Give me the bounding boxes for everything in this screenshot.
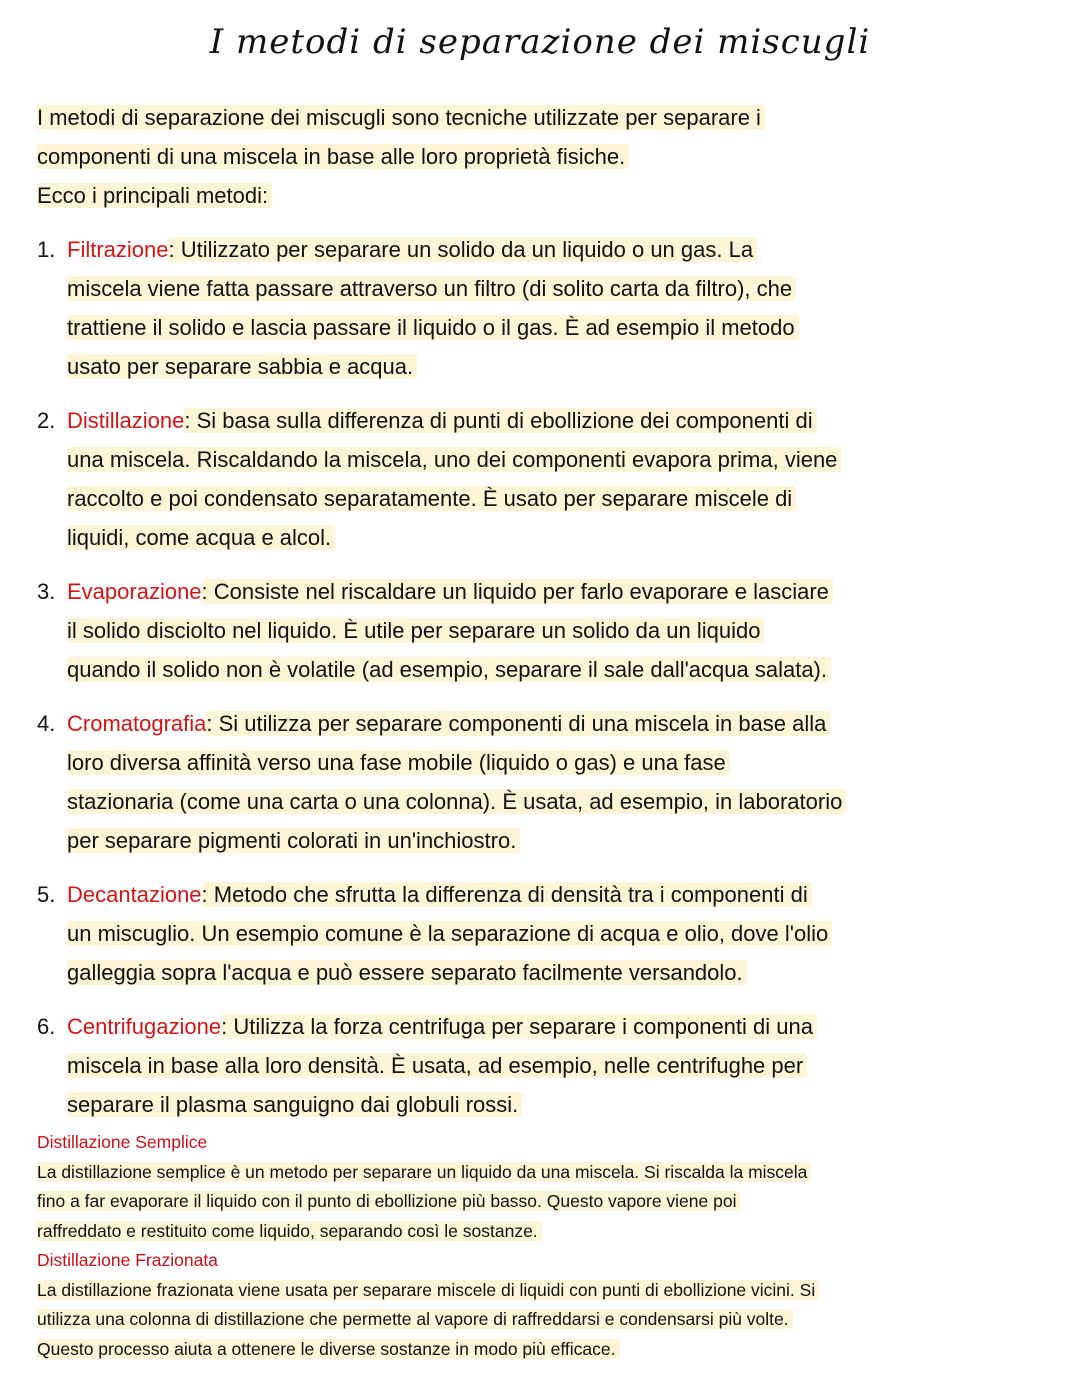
item-line: [37, 611, 1067, 650]
list-item: [37, 572, 1067, 689]
item-text: loro diversa affinità verso una fase mobile (liquido o gas) e una fase: [67, 750, 730, 775]
item-line: [37, 308, 1067, 347]
item-text: un miscuglio. Un esempio comune è la separazione di acqua e olio, dove l'olio: [67, 921, 832, 946]
item-term: Filtrazione: [67, 237, 169, 262]
item-term: Evaporazione: [67, 579, 202, 604]
item-text: il solido disciolto nel liquido. È utile per separare un solido da un liquido: [67, 618, 764, 643]
item-text: : Metodo che sfrutta la differenza di densità tra i componenti di: [202, 882, 812, 907]
item-text: usato per separare sabbia e acqua.: [67, 354, 417, 379]
item-text: : Utilizza la forza centrifuga per separare i componenti di una: [221, 1014, 817, 1039]
item-line: [37, 572, 1067, 611]
item-line: [37, 401, 1067, 440]
item-line: [37, 1007, 1067, 1046]
intro-text: I metodi di separazione dei miscugli sono tecniche utilizzate per separare i: [37, 105, 765, 130]
item-text: : Si basa sulla differenza di punti di ebollizione dei componenti di: [184, 408, 816, 433]
intro-line: [37, 137, 1067, 176]
item-text: raccolto e poi condensato separatamente. È usato per separare miscele di: [67, 486, 796, 511]
item-line: [37, 650, 1067, 689]
item-line: [37, 440, 1067, 479]
item-line: [37, 782, 1067, 821]
section-heading: Distillazione Semplice: [37, 1132, 208, 1152]
item-line: [37, 875, 1067, 914]
intro-paragraph: [37, 98, 1067, 215]
section-line: [37, 1276, 1067, 1306]
item-line: [37, 1046, 1067, 1085]
list-item: [37, 875, 1067, 992]
section-text: La distillazione frazionata viene usata per separare miscele di liquidi con punti di ebollizione vicini. Si: [37, 1280, 819, 1300]
item-line: [37, 821, 1067, 860]
intro-line: [37, 176, 1067, 215]
item-number: 1.: [37, 237, 56, 262]
item-text: una miscela. Riscaldando la miscela, uno dei componenti evapora prima, viene: [67, 447, 841, 472]
item-number: 4.: [37, 711, 56, 736]
item-term: Decantazione: [67, 882, 202, 907]
section-text: raffreddato e restituito come liquido, separando così le sostanze.: [37, 1221, 542, 1241]
item-line: [37, 269, 1067, 308]
item-line: [37, 1085, 1067, 1124]
page-title: I metodi di separazione dei miscugli: [209, 22, 871, 62]
section-text: utilizza una colonna di distillazione che permette al vapore di raffreddarsi e condensarsi più volte.: [37, 1309, 793, 1329]
section-text: fino a far evaporare il liquido con il punto di ebollizione più basso. Questo vapore viene poi: [37, 1191, 740, 1211]
item-text: per separare pigmenti colorati in un'inchiostro.: [67, 828, 520, 853]
section-line: [37, 1305, 1067, 1335]
item-number: 2.: [37, 408, 56, 433]
item-text: stazionaria (come una carta o una colonna). È usata, ad esempio, in laboratorio: [67, 789, 846, 814]
list-item: [37, 230, 1067, 386]
item-line: [37, 347, 1067, 386]
list-item: [37, 401, 1067, 557]
section-line: [37, 1217, 1067, 1247]
item-text: miscela viene fatta passare attraverso un filtro (di solito carta da filtro), che: [67, 276, 796, 301]
item-text: quando il solido non è volatile (ad esempio, separare il sale dall'acqua salata).: [67, 657, 831, 682]
intro-text: Ecco i principali metodi:: [37, 183, 272, 208]
item-text: trattiene il solido e lascia passare il liquido o il gas. È ad esempio il metodo: [67, 315, 799, 340]
section-text: Questo processo aiuta a ottenere le diverse sostanze in modo più efficace.: [37, 1339, 620, 1359]
item-line: [37, 743, 1067, 782]
distillation-sections: [37, 1128, 1067, 1364]
list-item: [37, 704, 1067, 860]
item-term: Centrifugazione: [67, 1014, 222, 1039]
item-text: galleggia sopra l'acqua e può essere separato facilmente versandolo.: [67, 960, 747, 985]
item-line: [37, 914, 1067, 953]
item-line: [37, 230, 1067, 269]
item-line: [37, 518, 1067, 557]
item-line: [37, 704, 1067, 743]
section-text: La distillazione semplice è un metodo per separare un liquido da una miscela. Si riscalda la miscela: [37, 1162, 811, 1182]
item-text: : Utilizzato per separare un solido da un liquido o un gas. La: [168, 237, 757, 262]
item-number: 3.: [37, 579, 56, 604]
section-line: [37, 1158, 1067, 1188]
section-heading: Distillazione Frazionata: [37, 1250, 218, 1270]
section-line: [37, 1335, 1067, 1365]
item-text: separare il plasma sanguigno dai globuli rossi.: [67, 1092, 522, 1117]
list-item: [37, 1007, 1067, 1124]
item-term: Distillazione: [67, 408, 185, 433]
methods-list: [37, 230, 1067, 1124]
document-body: [37, 98, 1067, 1364]
item-text: : Si utilizza per separare componenti di una miscela in base alla: [206, 711, 830, 736]
item-term: Cromatografia: [67, 711, 207, 736]
section-line: [37, 1187, 1067, 1217]
item-number: 6.: [37, 1014, 56, 1039]
item-number: 5.: [37, 882, 56, 907]
item-line: [37, 479, 1067, 518]
item-text: : Consiste nel riscaldare un liquido per farlo evaporare e lasciare: [202, 579, 833, 604]
intro-line: [37, 98, 1067, 137]
item-text: miscela in base alla loro densità. È usata, ad esempio, nelle centrifughe per: [67, 1053, 807, 1078]
intro-text: componenti di una miscela in base alle loro proprietà fisiche.: [37, 144, 629, 169]
item-line: [37, 953, 1067, 992]
item-text: liquidi, come acqua e alcol.: [67, 525, 335, 550]
